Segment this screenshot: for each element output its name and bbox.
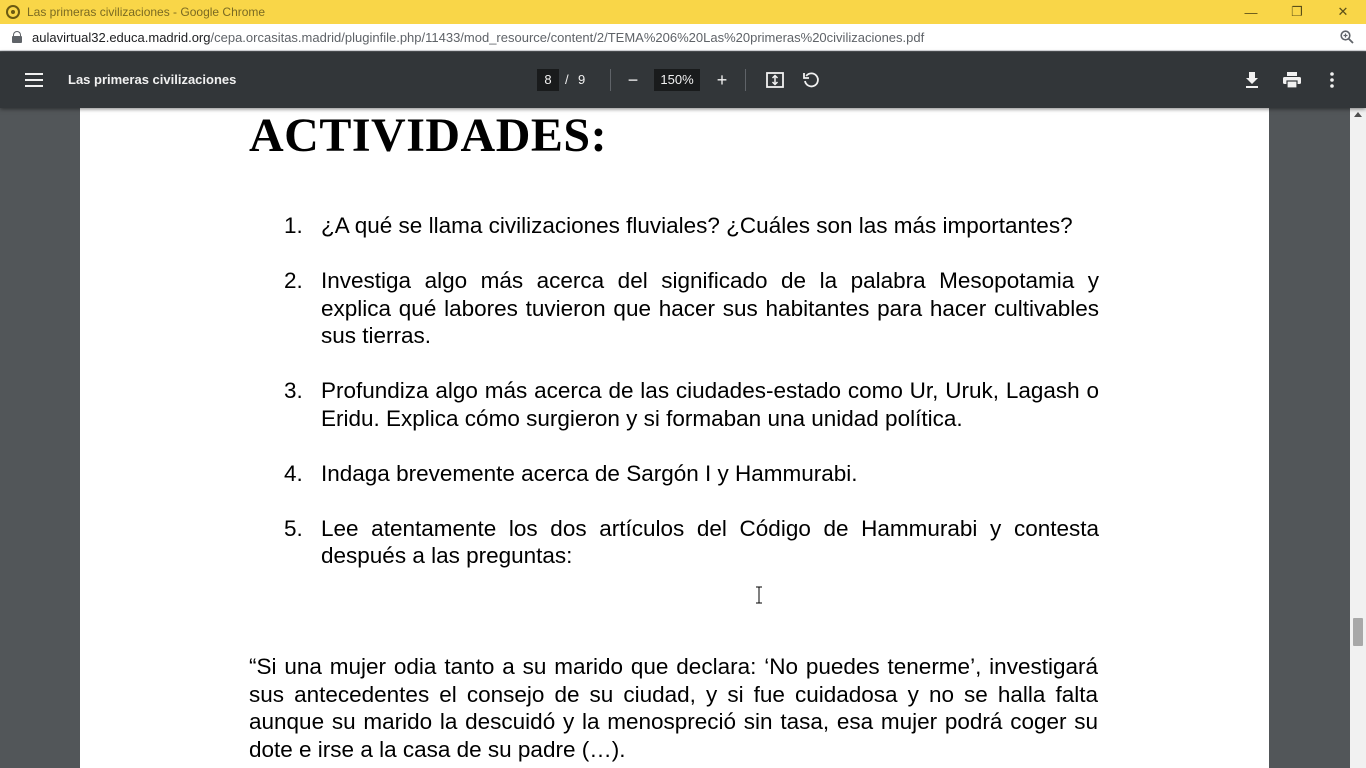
page-number-input[interactable]: 8 (537, 69, 559, 91)
close-button[interactable]: ✕ (1337, 4, 1349, 19)
scroll-up-arrow-icon[interactable] (1354, 112, 1362, 117)
toolbar-divider (745, 69, 746, 91)
fit-page-button[interactable] (761, 66, 789, 94)
chrome-icon (6, 5, 20, 19)
download-button[interactable] (1238, 66, 1266, 94)
zoom-icon[interactable] (1340, 30, 1354, 44)
text-cursor-icon (756, 586, 762, 604)
rotate-button[interactable] (797, 66, 825, 94)
zoom-in-button[interactable]: + (716, 69, 728, 90)
url-host: aulavirtual32.educa.madrid.org (32, 29, 211, 45)
print-button[interactable] (1278, 66, 1306, 94)
item-text: ¿A qué se llama civilizaciones fluviales? ¿Cuáles son las más importantes? (321, 213, 1073, 238)
zoom-input[interactable]: 150% (654, 69, 700, 91)
list-item (282, 212, 1099, 240)
page-separator: / (565, 72, 569, 87)
scroll-thumb[interactable] (1353, 618, 1363, 646)
menu-icon[interactable] (25, 73, 43, 87)
item-text: Lee atentamente los dos artículos del Código de Hammurabi y contesta después a las preguntas: (321, 515, 1099, 568)
list-item (282, 515, 1099, 570)
url-path: /cepa.orcasitas.madrid/pluginfile.php/11433/mod_resource/content/2/TEMA%206%20Las%20primeras%20civilizaciones.pdf (210, 29, 925, 45)
page-total: 9 (578, 72, 586, 87)
download-icon (1245, 72, 1259, 88)
list-item (282, 377, 1099, 432)
lock-icon[interactable] (12, 31, 22, 43)
pdf-toolbar (0, 52, 1366, 108)
fit-page-icon (766, 72, 784, 88)
item-text: Profundiza algo más acerca de las ciudades-estado como Ur, Uruk, Lagash o Eridu. Explica cómo surgieron y si formaban una unidad política. (321, 378, 1099, 431)
rotate-icon (802, 71, 820, 89)
item-number: 3. (284, 378, 303, 403)
more-options-button[interactable] (1318, 66, 1346, 94)
address-bar[interactable] (0, 24, 1366, 51)
activities-list (282, 212, 1099, 597)
window-titlebar (0, 0, 1366, 24)
list-item (282, 460, 1099, 488)
hammurabi-quote: “Si una mujer odia tanto a su marido que declara: ‘No puedes tenerme’, investigará sus antecedentes el consejo de su ciudad, y si fue cuidadosa y no se halla falta aunque su marido la descuidó y la menospreció sin tasa, esa mujer podrá coger su dote e irse a la casa de su padre (…). (249, 654, 1098, 762)
page-heading: ACTIVIDADES: (249, 109, 608, 162)
url-text[interactable] (32, 30, 924, 45)
vertical-scrollbar[interactable] (1350, 108, 1366, 768)
item-text: Indaga brevemente acerca de Sargón I y Hammurabi. (321, 460, 858, 486)
restore-button[interactable]: ❐ (1291, 4, 1303, 19)
item-number: 4. (284, 460, 303, 486)
item-number: 1. (284, 213, 303, 238)
document-title: Las primeras civilizaciones (68, 72, 237, 87)
item-number: 5. (284, 515, 303, 541)
minimize-button[interactable]: — (1244, 4, 1258, 20)
window-controls (1228, 0, 1366, 24)
item-text: Investiga algo más acerca del significado de la palabra Mesopotamia y explica qué labores tuvieron que hacer sus habitantes para hacer cultivables sus tierras. (321, 268, 1099, 348)
pdf-viewer[interactable] (0, 108, 1350, 768)
toolbar-divider (610, 69, 611, 91)
list-item (282, 267, 1099, 350)
pdf-page (80, 108, 1269, 768)
zoom-out-button[interactable]: − (627, 69, 639, 90)
item-number: 2. (284, 268, 303, 293)
print-icon (1283, 72, 1301, 88)
more-icon (1330, 72, 1334, 88)
window-title: Las primeras civilizaciones - Google Chrome (27, 5, 266, 19)
